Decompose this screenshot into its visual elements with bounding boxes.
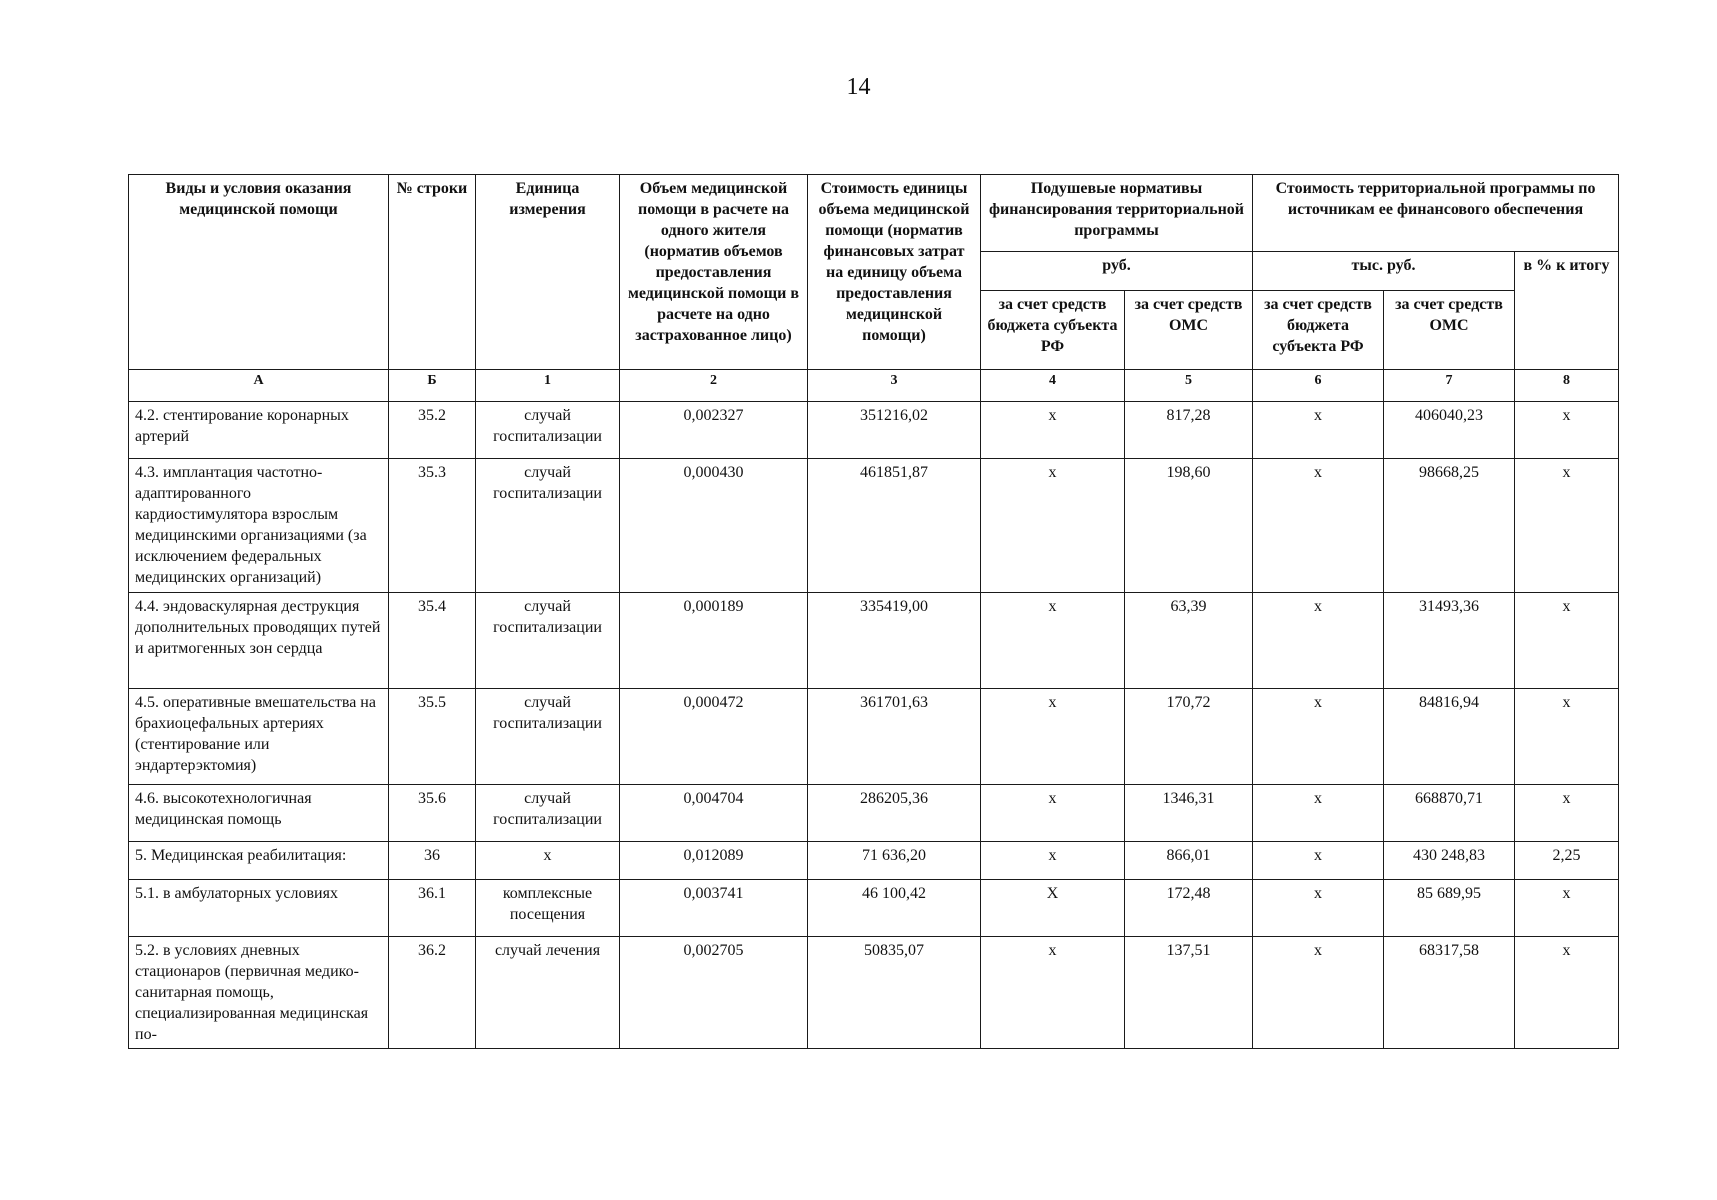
budget-total: х — [1253, 459, 1384, 593]
oms-total: 31493,36 — [1384, 593, 1515, 689]
volume: 0,000472 — [620, 689, 808, 785]
column-number: 8 — [1515, 370, 1619, 402]
unit: случай госпитализации — [476, 593, 620, 689]
financing-table — [128, 174, 1619, 1049]
header-col-4: за счет средств бюджета субъекта РФ — [981, 291, 1125, 370]
header-group-cost: Стоимость территориальной программы по источникам ее финансового обеспечения — [1253, 175, 1619, 252]
oms-per-capita: 63,39 — [1125, 593, 1253, 689]
volume: 0,012089 — [620, 842, 808, 880]
column-number: 1 — [476, 370, 620, 402]
percent-of-total: х — [1515, 880, 1619, 937]
percent-of-total: 2,25 — [1515, 842, 1619, 880]
row-name: 4.4. эндоваскулярная деструкция дополнительных проводящих путей и аритмогенных зон сердца — [129, 593, 389, 689]
column-number: 7 — [1384, 370, 1515, 402]
table-row — [129, 689, 1619, 785]
row-name: 4.6. высокотехнологичная медицинская помощь — [129, 785, 389, 842]
oms-total: 430 248,83 — [1384, 842, 1515, 880]
budget-per-capita: Х — [981, 880, 1125, 937]
oms-per-capita: 170,72 — [1125, 689, 1253, 785]
row-number: 35.5 — [389, 689, 476, 785]
unit: случай госпитализации — [476, 402, 620, 459]
header-col-a: Виды и условия оказания медицинской помощи — [129, 175, 389, 370]
column-number: 5 — [1125, 370, 1253, 402]
unit: случай госпитализации — [476, 785, 620, 842]
budget-total: х — [1253, 593, 1384, 689]
table-header — [129, 175, 1619, 402]
header-unit-rub: руб. — [981, 252, 1253, 291]
percent-of-total: х — [1515, 937, 1619, 1049]
unit-cost: 361701,63 — [808, 689, 981, 785]
table-row — [129, 842, 1619, 880]
volume: 0,002327 — [620, 402, 808, 459]
budget-total: х — [1253, 937, 1384, 1049]
percent-of-total: х — [1515, 689, 1619, 785]
column-number: Б — [389, 370, 476, 402]
table-row — [129, 785, 1619, 842]
oms-per-capita: 198,60 — [1125, 459, 1253, 593]
unit-cost: 351216,02 — [808, 402, 981, 459]
row-number: 35.3 — [389, 459, 476, 593]
budget-per-capita: х — [981, 402, 1125, 459]
row-name: 4.5. оперативные вмешательства на брахиоцефальных артериях (стентирование или эндартерэктомия) — [129, 689, 389, 785]
percent-of-total: х — [1515, 785, 1619, 842]
column-number: 2 — [620, 370, 808, 402]
oms-per-capita: 1346,31 — [1125, 785, 1253, 842]
unit-cost: 50835,07 — [808, 937, 981, 1049]
volume: 0,003741 — [620, 880, 808, 937]
table-row — [129, 593, 1619, 689]
column-number: А — [129, 370, 389, 402]
percent-of-total: х — [1515, 459, 1619, 593]
unit: случай госпитализации — [476, 459, 620, 593]
header-col-3: Стоимость единицы объема медицинской помощи (норматив финансовых затрат на единицу объема предоставления медицинской помощи) — [808, 175, 981, 370]
budget-per-capita: х — [981, 937, 1125, 1049]
unit: комплексные посещения — [476, 880, 620, 937]
budget-per-capita: х — [981, 842, 1125, 880]
oms-total: 98668,25 — [1384, 459, 1515, 593]
percent-of-total: х — [1515, 402, 1619, 459]
budget-per-capita: х — [981, 593, 1125, 689]
row-number: 35.2 — [389, 402, 476, 459]
table-body — [129, 402, 1619, 1049]
oms-per-capita: 866,01 — [1125, 842, 1253, 880]
oms-per-capita: 817,28 — [1125, 402, 1253, 459]
header-unit-thousand-rub: тыс. руб. — [1253, 252, 1515, 291]
budget-total: х — [1253, 785, 1384, 842]
budget-per-capita: х — [981, 785, 1125, 842]
unit-cost: 46 100,42 — [808, 880, 981, 937]
row-number: 35.6 — [389, 785, 476, 842]
oms-total: 85 689,95 — [1384, 880, 1515, 937]
column-number: 6 — [1253, 370, 1384, 402]
unit: случай лечения — [476, 937, 620, 1049]
table-row — [129, 937, 1619, 1049]
volume: 0,000189 — [620, 593, 808, 689]
header-col-8: в % к итогу — [1515, 252, 1619, 370]
unit-cost: 335419,00 — [808, 593, 981, 689]
row-name: 5. Медицинская реабилитация: — [129, 842, 389, 880]
unit-cost: 71 636,20 — [808, 842, 981, 880]
row-number: 36.2 — [389, 937, 476, 1049]
volume: 0,004704 — [620, 785, 808, 842]
row-name: 5.2. в условиях дневных стационаров (первичная медико-санитарная помощь, специализированная медицинская по- — [129, 937, 389, 1049]
column-numbers-row — [129, 370, 1619, 402]
oms-total: 68317,58 — [1384, 937, 1515, 1049]
header-col-1: Единица измерения — [476, 175, 620, 370]
budget-per-capita: х — [981, 459, 1125, 593]
header-col-7: за счет средств ОМС — [1384, 291, 1515, 370]
row-name: 4.3. имплантация частотно-адаптированного кардиостимулятора взрослым медицинскими организациями (за исключением федеральных медицинских организаций) — [129, 459, 389, 593]
table-row — [129, 402, 1619, 459]
row-name: 5.1. в амбулаторных условиях — [129, 880, 389, 937]
budget-total: х — [1253, 689, 1384, 785]
column-number: 3 — [808, 370, 981, 402]
oms-total: 84816,94 — [1384, 689, 1515, 785]
budget-total: х — [1253, 880, 1384, 937]
volume: 0,000430 — [620, 459, 808, 593]
page-number: 14 — [846, 74, 871, 100]
column-number: 4 — [981, 370, 1125, 402]
row-name: 4.2. стентирование коронарных артерий — [129, 402, 389, 459]
volume: 0,002705 — [620, 937, 808, 1049]
header-col-2: Объем медицинской помощи в расчете на одного жителя (норматив объемов предоставления медицинской помощи в расчете на одно застрахованное лицо) — [620, 175, 808, 370]
unit: случай госпитализации — [476, 689, 620, 785]
unit-cost: 286205,36 — [808, 785, 981, 842]
oms-per-capita: 172,48 — [1125, 880, 1253, 937]
budget-per-capita: х — [981, 689, 1125, 785]
unit: х — [476, 842, 620, 880]
oms-per-capita: 137,51 — [1125, 937, 1253, 1049]
header-col-5: за счет средств ОМС — [1125, 291, 1253, 370]
header-col-6: за счет средств бюджета субъекта РФ — [1253, 291, 1384, 370]
percent-of-total: х — [1515, 593, 1619, 689]
row-number: 35.4 — [389, 593, 476, 689]
row-number: 36.1 — [389, 880, 476, 937]
table-row — [129, 459, 1619, 593]
oms-total: 668870,71 — [1384, 785, 1515, 842]
budget-total: х — [1253, 842, 1384, 880]
budget-total: х — [1253, 402, 1384, 459]
header-col-b: № строки — [389, 175, 476, 370]
table-row — [129, 880, 1619, 937]
row-number: 36 — [389, 842, 476, 880]
unit-cost: 461851,87 — [808, 459, 981, 593]
oms-total: 406040,23 — [1384, 402, 1515, 459]
header-group-per-capita: Подушевые нормативы финансирования территориальной программы — [981, 175, 1253, 252]
